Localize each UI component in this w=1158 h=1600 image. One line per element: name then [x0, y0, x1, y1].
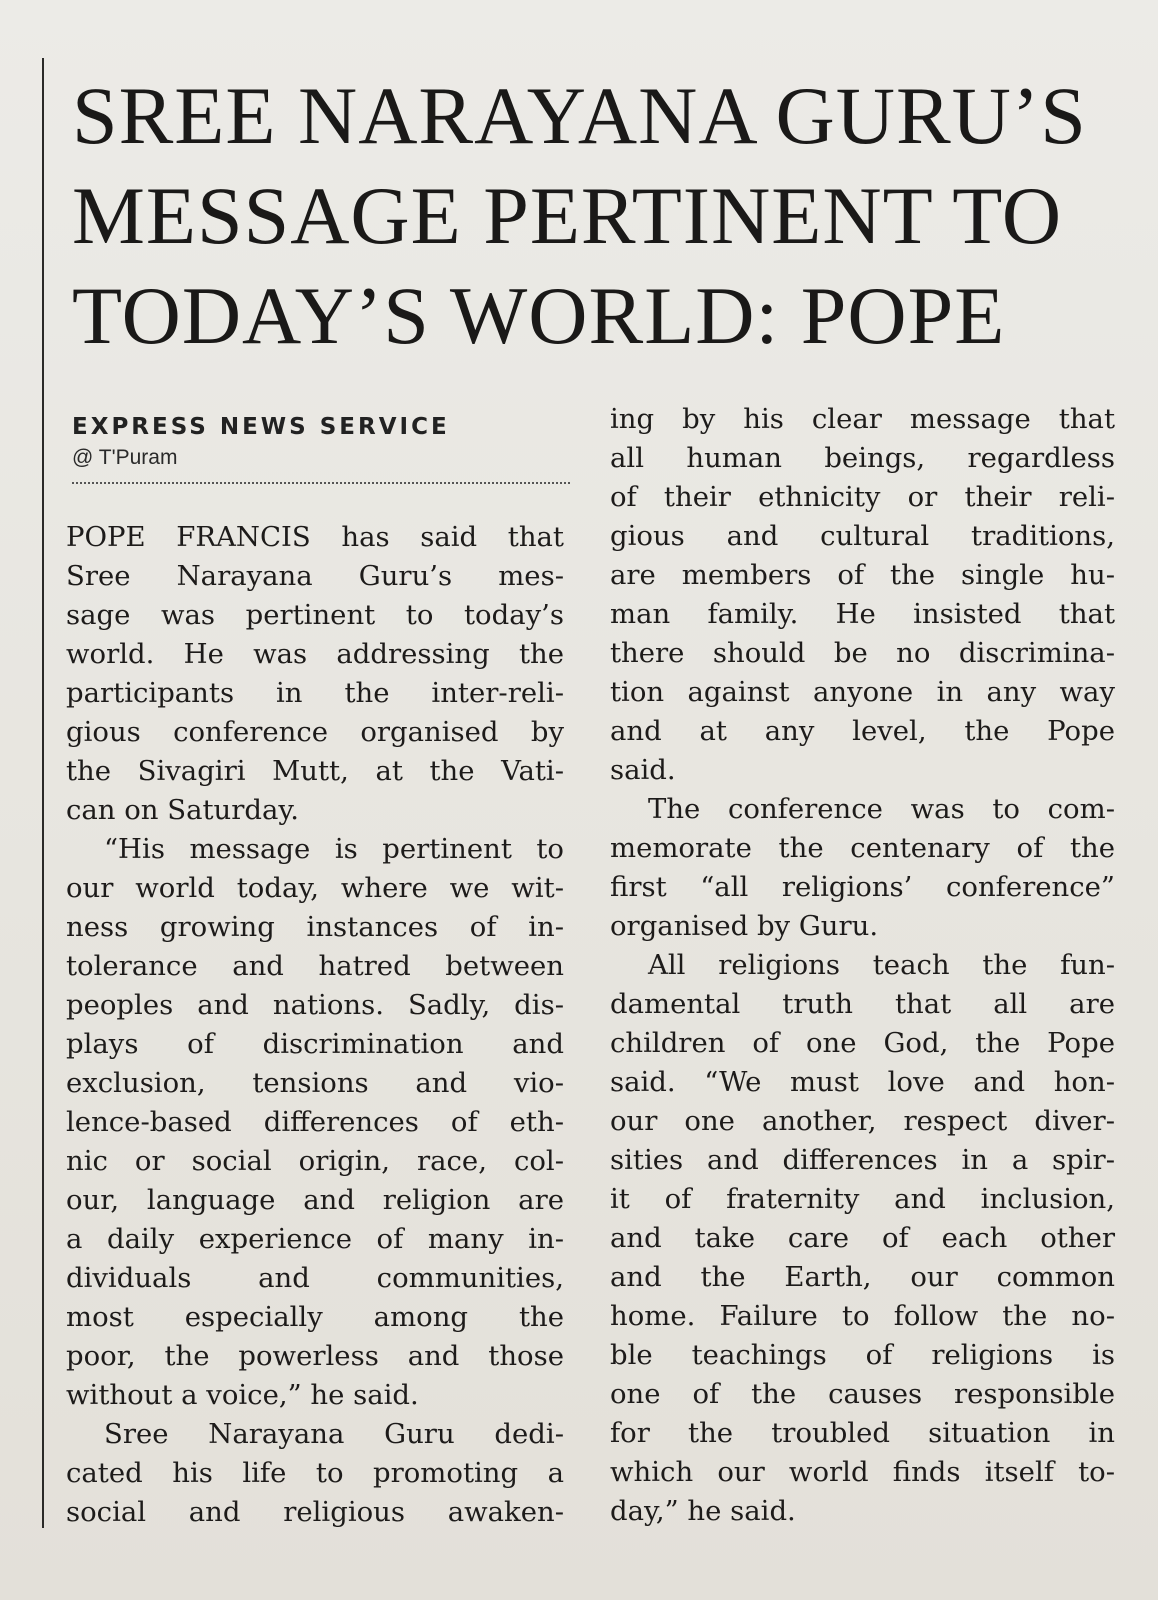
article-line: organised by Guru.: [610, 910, 879, 942]
article-line: ness growing instances of in-: [66, 911, 564, 943]
article-line: cated his life to promoting a: [66, 1457, 564, 1489]
article-line: and at any level, the Pope: [610, 715, 1115, 747]
article-line: our world today, where we wit-: [66, 872, 564, 904]
article-line: social and religious awaken-: [66, 1496, 564, 1528]
article-line: exclusion, tensions and vio-: [66, 1067, 564, 1099]
article-line: ble teachings of religions is: [610, 1339, 1115, 1371]
article-line: it of fraternity and inclusion,: [610, 1183, 1115, 1215]
article-column-left: [66, 518, 564, 1532]
article-line: tolerance and hatred between: [66, 950, 564, 982]
article-line: damental truth that all are: [610, 988, 1115, 1020]
article-line: the Sivagiri Mutt, at the Vati-: [66, 755, 564, 787]
article-line: for the troubled situation in: [610, 1417, 1115, 1449]
article-line: said.: [610, 754, 676, 786]
article-line: Sree Narayana Guru’s mes-: [66, 560, 564, 592]
article-line: home. Failure to follow the no-: [610, 1300, 1115, 1332]
article-line: which our world finds itself to-: [610, 1456, 1115, 1488]
article-line: one of the causes responsible: [610, 1378, 1115, 1410]
article-line: nic or social origin, race, col-: [66, 1145, 564, 1177]
article-line: participants in the inter-reli-: [66, 677, 564, 709]
column-rule: [42, 58, 44, 1528]
byline: [72, 412, 570, 484]
article-line: said. “We must love and hon-: [610, 1066, 1115, 1098]
byline-agency: EXPRESS NEWS SERVICE: [72, 414, 450, 440]
article-line: peoples and nations. Sadly, dis-: [66, 989, 564, 1021]
article-line: “His message is pertinent to: [104, 833, 564, 865]
article-line: our one another, respect diver-: [610, 1105, 1115, 1137]
headline-line: MESSAGE PERTINENT TO: [72, 170, 1063, 261]
article-line: gious conference organised by: [66, 716, 564, 748]
byline-divider: [72, 482, 570, 484]
article-line: world. He was addressing the: [66, 638, 564, 670]
article-line: ing by his clear message that: [610, 403, 1115, 435]
article-line: tion against anyone in any way: [610, 676, 1115, 708]
article-line: dividuals and communities,: [66, 1262, 564, 1294]
article-line: first “all religions’ conference”: [610, 871, 1115, 903]
article-line: of their ethnicity or their reli-: [610, 481, 1115, 513]
article-line: POPE FRANCIS has said that: [66, 521, 564, 553]
article-line: all human beings, regardless: [610, 442, 1115, 474]
article-line: day,” he said.: [610, 1495, 796, 1527]
article-line: gious and cultural traditions,: [610, 520, 1115, 552]
byline-dateline: @ T'Puram: [72, 446, 178, 469]
article-line: children of one God, the Pope: [610, 1027, 1115, 1059]
article-line: poor, the powerless and those: [66, 1340, 564, 1372]
article-line: sities and differences in a spir-: [610, 1144, 1115, 1176]
article-line: there should be no discrimina-: [610, 637, 1115, 669]
article-line: Sree Narayana Guru dedi-: [104, 1418, 564, 1450]
article-line: lence-based differences of eth-: [66, 1106, 564, 1138]
headline-line: TODAY’S WORLD: POPE: [72, 270, 1006, 361]
article-line: can on Saturday.: [66, 794, 300, 826]
article-line: without a voice,” he said.: [66, 1379, 419, 1411]
article-line: a daily experience of many in-: [66, 1223, 564, 1255]
article-line: All religions teach the fun-: [648, 949, 1115, 981]
article-line: sage was pertinent to today’s: [66, 599, 564, 631]
headline: [72, 66, 1142, 366]
article-line: and take care of each other: [610, 1222, 1115, 1254]
article-line: most especially among the: [66, 1301, 564, 1333]
article-line: man family. He insisted that: [610, 598, 1115, 630]
article-line: are members of the single hu-: [610, 559, 1115, 591]
article-line: and the Earth, our common: [610, 1261, 1115, 1293]
article-line: The conference was to com-: [648, 793, 1115, 825]
article-line: memorate the centenary of the: [610, 832, 1115, 864]
headline-line: SREE NARAYANA GURU’S: [72, 70, 1087, 161]
article-line: our, language and religion are: [66, 1184, 564, 1216]
article-column-right: [610, 400, 1115, 1531]
article-line: plays of discrimination and: [66, 1028, 564, 1060]
